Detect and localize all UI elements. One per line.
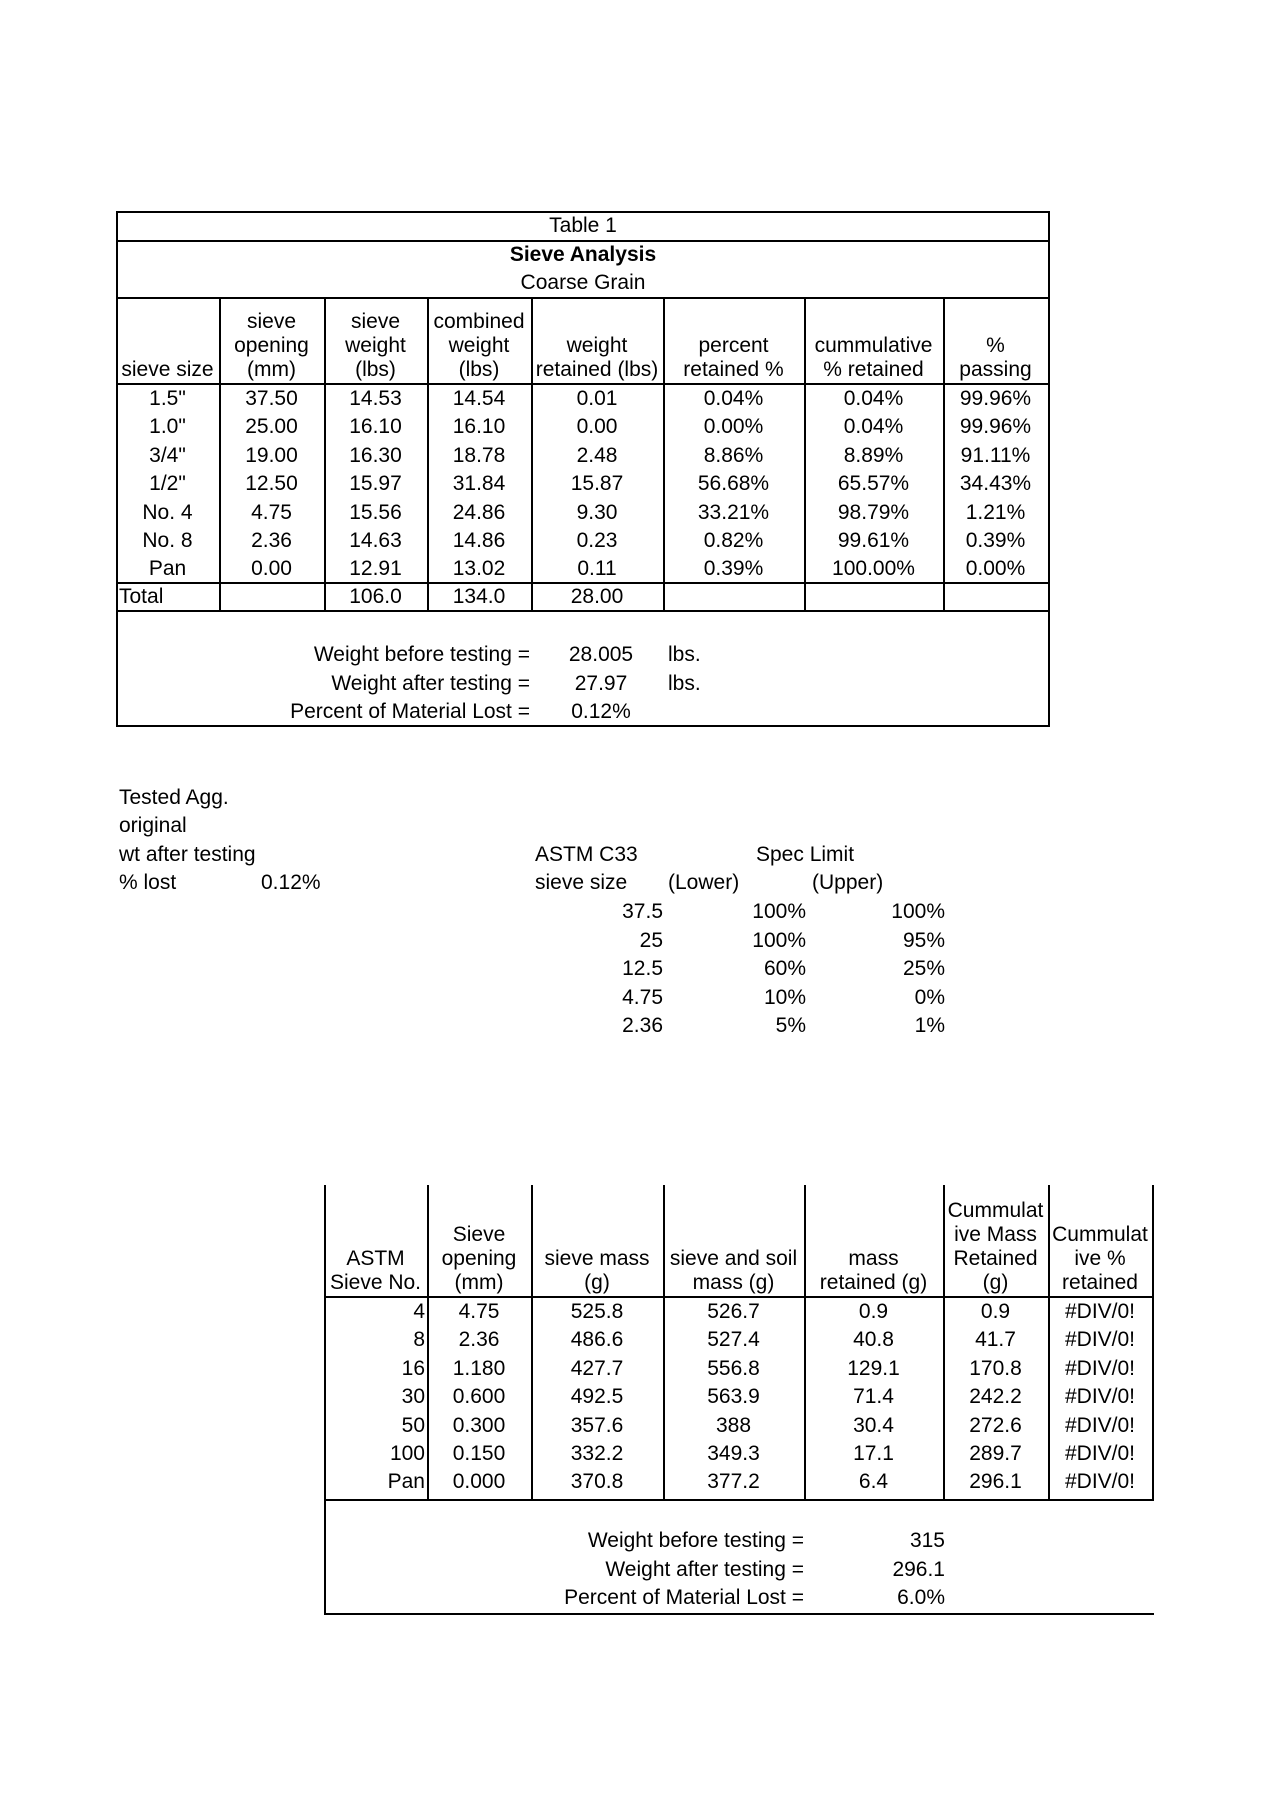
table1-cell: No. 4 — [142, 500, 193, 524]
table2-cell: 563.9 — [707, 1385, 760, 1409]
table2-cell: 17.1 — [853, 1442, 894, 1465]
table2-cell: #DIV/0! — [1064, 1413, 1136, 1437]
table1-cell: 1/2" — [149, 472, 186, 496]
table2-cell: 6.4 — [858, 1470, 889, 1494]
table1-total-cell: Total — [119, 585, 164, 608]
table1-cell: 99.96% — [959, 415, 1032, 439]
spec-cell: 60% — [763, 957, 806, 980]
table2-cell: 0.600 — [452, 1385, 506, 1409]
table2-summary-label: Percent of Material Lost = — [564, 1586, 804, 1609]
table2-cell: 388 — [715, 1413, 752, 1437]
table2-cell: 2.36 — [458, 1328, 500, 1352]
table1-summary-unit: lbs. — [668, 643, 701, 666]
table2-cell: 71.4 — [853, 1385, 894, 1409]
table2-cell: 377.2 — [707, 1470, 760, 1494]
tested-agg-wt-after: wt after testing — [119, 843, 256, 866]
table2-summary-value: 315 — [909, 1529, 945, 1552]
table1-cell: 8.89% — [843, 443, 904, 467]
table1-cell: 56.68% — [697, 472, 770, 496]
table2-cell: 129.1 — [847, 1356, 900, 1380]
table2-summary-label: Weight after testing = — [605, 1557, 804, 1581]
table1-cell: 0.00% — [965, 557, 1026, 581]
table2-body-rule — [324, 1499, 1154, 1501]
table2-cell: 0.300 — [452, 1413, 506, 1437]
table1-header-cell: % — [986, 334, 1005, 357]
spec-cell: 1% — [914, 1014, 945, 1037]
table2-cell: 427.7 — [570, 1356, 624, 1380]
table2-cell: #DIV/0! — [1064, 1470, 1136, 1494]
table1-cell: 0.04% — [703, 387, 764, 410]
table1-cell: 34.43% — [959, 472, 1032, 496]
spec-astm-label: ASTM C33 — [535, 843, 638, 866]
table1-header-cell: (mm) — [247, 358, 296, 381]
table1-cell: 14.86 — [452, 529, 506, 552]
table1-header-cell: opening — [234, 334, 309, 357]
table1-summary-label: Weight before testing = — [313, 643, 530, 666]
spec-cell: 2.36 — [622, 1014, 663, 1037]
table2-header-cell: opening — [441, 1247, 517, 1270]
table1-summary-value: 0.12% — [571, 700, 631, 723]
table2-cell: 492.5 — [570, 1385, 624, 1409]
table2-cell: 357.6 — [570, 1413, 624, 1437]
table2-cell: 525.8 — [570, 1300, 624, 1323]
table1-cell: 99.96% — [959, 387, 1032, 410]
table1-cell: 0.00 — [251, 557, 292, 581]
table2-cell: 556.8 — [707, 1356, 760, 1380]
table1-cell: 2.48 — [576, 443, 618, 467]
table2-border-right — [1152, 1185, 1154, 1501]
spec-cell: 4.75 — [622, 985, 663, 1009]
table2-header-cell: Cummulat — [1052, 1223, 1148, 1246]
table2-cell: 30.4 — [853, 1413, 894, 1437]
table1-summary-value: 27.97 — [574, 671, 628, 695]
table1-cell: 13.02 — [452, 557, 506, 581]
table1-cell: 16.30 — [349, 443, 402, 467]
table1-header-cell: weight — [448, 334, 510, 357]
spec-cell: 10% — [763, 985, 806, 1009]
table1-header-cell: percent — [698, 334, 769, 357]
spec-cell: 100% — [752, 900, 806, 923]
table2-cell: #DIV/0! — [1064, 1328, 1136, 1352]
table1-cell: 24.86 — [452, 500, 506, 524]
table1-header-cell: sieve — [246, 310, 297, 333]
table1-header-cell: sieve size — [121, 358, 214, 381]
table2-header-cell: (mm) — [454, 1271, 504, 1294]
table2-cell: 0.150 — [452, 1442, 506, 1465]
table2-cell: #DIV/0! — [1064, 1385, 1136, 1409]
table1-cell: 3/4" — [149, 443, 186, 467]
table2-header-cell: (g) — [982, 1271, 1009, 1294]
table1-cell: 14.63 — [349, 529, 402, 552]
table1-cell: 16.10 — [349, 415, 402, 439]
table1-cell: Pan — [148, 557, 187, 581]
tested-agg-pct-lost-label: % lost — [119, 871, 177, 894]
table2-cell: 296.1 — [969, 1470, 1022, 1494]
table1-cell: 18.78 — [452, 443, 506, 467]
table1-cell: 0.39% — [703, 557, 764, 581]
spec-limit-label: Spec Limit — [756, 843, 855, 866]
spec-cell: 25% — [902, 957, 945, 980]
spec-cell: 0% — [914, 985, 945, 1009]
table2-cell: #DIV/0! — [1064, 1442, 1136, 1465]
table1-cell: 0.04% — [843, 387, 904, 410]
table1-cell: 98.79% — [837, 500, 910, 524]
table2-header-cell: Sieve — [452, 1223, 506, 1246]
table2-cell: 8 — [413, 1328, 425, 1352]
table1-cell: 19.00 — [245, 443, 298, 467]
table2-cell: 40.8 — [853, 1328, 894, 1352]
table2-cell: 170.8 — [969, 1356, 1022, 1380]
table2-cell: 4 — [413, 1300, 425, 1323]
table1-header-cell: retained % — [683, 358, 784, 381]
spec-lower-label: (Lower) — [668, 871, 740, 894]
table2-cell: 4.75 — [458, 1300, 500, 1323]
table2-cell: #DIV/0! — [1064, 1356, 1136, 1380]
table1-cell: 0.82% — [703, 529, 764, 552]
table2-cell: 332.2 — [570, 1442, 624, 1465]
spec-cell: 37.5 — [622, 900, 663, 923]
table2-header-cell: sieve mass — [544, 1247, 650, 1270]
table1-cell: 0.39% — [965, 529, 1026, 552]
table2-cell: #DIV/0! — [1064, 1300, 1136, 1323]
table1-cell: 15.87 — [570, 472, 624, 496]
spec-cell: 100% — [752, 928, 806, 952]
table2-header-cell: retained — [1062, 1271, 1138, 1294]
table2-header-cell: ASTM — [346, 1247, 405, 1270]
table1-cell: No. 8 — [142, 529, 193, 552]
table1-cell: 16.10 — [452, 415, 506, 439]
table1-cell: 37.50 — [245, 387, 298, 410]
table1-header-cell: weight — [345, 334, 406, 357]
table2-cell: 527.4 — [707, 1328, 760, 1352]
table2-cell: 16 — [401, 1356, 425, 1380]
table2-header-cell: sieve and soil — [669, 1247, 798, 1270]
tested-agg-pct-lost-value: 0.12% — [261, 871, 321, 894]
table1-subtitle: Coarse Grain — [520, 271, 646, 294]
table1-cell: 0.11 — [577, 557, 617, 581]
table2-cell: 349.3 — [707, 1442, 760, 1465]
table2-header-cell: ive % — [1074, 1247, 1126, 1270]
table1-title: Sieve Analysis — [509, 243, 657, 266]
table2-cell: 0.000 — [452, 1470, 506, 1494]
table2-cell: 526.7 — [707, 1300, 760, 1323]
table2-cell: 486.6 — [570, 1328, 624, 1352]
table1-cell: 0.00 — [576, 415, 618, 439]
table2-summary-label: Weight before testing = — [587, 1529, 804, 1552]
tested-agg-title: Tested Agg. — [119, 786, 229, 809]
table2-cell: 30 — [401, 1385, 425, 1409]
table1-header-cell: % retained — [823, 358, 924, 381]
table1-cell: 0.23 — [576, 529, 618, 552]
table1-header-cell: weight — [566, 334, 628, 357]
table1-summary-label: Percent of Material Lost = — [290, 700, 530, 723]
table2-summary-value: 296.1 — [892, 1557, 945, 1581]
table1-header-cell: sieve — [350, 310, 401, 333]
table1-cell: 0.00% — [703, 415, 764, 439]
table1-header-cell: combined — [433, 310, 525, 333]
table1-cell: 14.53 — [349, 387, 402, 410]
table1-header-cell: passing — [959, 358, 1032, 381]
table2-summary-value: 6.0% — [897, 1586, 945, 1609]
table1-cell: 1.0" — [149, 415, 186, 439]
table1-summary-value: 28.005 — [568, 643, 634, 666]
table1-total-cell: 106.0 — [349, 585, 402, 608]
table1-cell: 99.61% — [837, 529, 910, 552]
table1-cell: 12.91 — [349, 557, 402, 581]
table2-header-cell: Sieve No. — [329, 1271, 422, 1294]
table1-caption: Table 1 — [549, 214, 617, 237]
table1-cell: 8.86% — [703, 443, 764, 467]
table1-cell: 14.54 — [452, 387, 506, 410]
table1-header-cell: retained (lbs) — [535, 358, 659, 381]
table1-rule — [116, 297, 1050, 299]
table2-cell: Pan — [387, 1470, 425, 1494]
table1-cell: 1.5" — [149, 387, 186, 410]
spec-cell: 95% — [902, 928, 945, 952]
table2-header-cell: Cummulat — [947, 1199, 1044, 1222]
table1-cell: 1.21% — [965, 500, 1026, 524]
table2-cell: 41.7 — [975, 1328, 1016, 1352]
table2-cell: 242.2 — [969, 1385, 1022, 1409]
table2-cell: 50 — [401, 1413, 425, 1437]
table2-cell: 370.8 — [570, 1470, 624, 1494]
table1-cell: 0.04% — [843, 415, 904, 439]
table1-cell: 100.00% — [832, 557, 915, 581]
spec-cell: 25 — [639, 928, 663, 952]
table2-header-cell: ive Mass — [954, 1223, 1037, 1246]
table1-cell: 0.01 — [576, 387, 618, 410]
table2-header-cell: mass — [848, 1247, 899, 1270]
spec-cell: 100% — [891, 900, 945, 923]
table2-cell: 0.9 — [858, 1300, 889, 1323]
table1-cell: 25.00 — [245, 415, 298, 439]
tested-agg-original: original — [119, 814, 187, 837]
table2-header-cell: mass (g) — [692, 1271, 775, 1294]
table1-total-cell: 134.0 — [452, 585, 506, 608]
table2-cell: 0.9 — [980, 1300, 1011, 1323]
table1-cell: 4.75 — [251, 500, 292, 524]
table1-summary-label: Weight after testing = — [331, 671, 530, 695]
table1-cell: 15.97 — [349, 472, 402, 496]
table2-cell: 100 — [389, 1442, 425, 1465]
table2-header-cell: Retained — [953, 1247, 1038, 1270]
table2-border-bottom — [324, 1613, 1154, 1615]
table1-header-cell: (lbs) — [458, 358, 500, 381]
table1-cell: 2.36 — [251, 529, 292, 552]
table1-cell: 9.30 — [576, 500, 618, 524]
spec-upper-label: (Upper) — [812, 871, 884, 894]
table2-header-cell: (g) — [584, 1271, 610, 1294]
table1-cell: 31.84 — [452, 472, 506, 496]
spec-cell: 5% — [775, 1014, 806, 1037]
spec-sieve-size-label: sieve size — [535, 871, 628, 894]
table2-cell: 272.6 — [969, 1413, 1022, 1437]
table2-cell: 289.7 — [969, 1442, 1022, 1465]
table1-summary-unit: lbs. — [668, 671, 701, 695]
table1-header-cell: (lbs) — [355, 358, 396, 381]
table1-cell: 91.11% — [960, 443, 1031, 467]
table2-cell: 1.180 — [452, 1356, 506, 1380]
table1-cell: 12.50 — [245, 472, 298, 496]
table1-cell: 15.56 — [349, 500, 402, 524]
spec-cell: 12.5 — [622, 957, 663, 980]
table1-header-cell: cummulative — [814, 334, 933, 357]
table2-header-cell: retained (g) — [819, 1271, 928, 1294]
table1-total-cell: 28.00 — [570, 585, 624, 608]
table1-cell: 65.57% — [837, 472, 910, 496]
table1-cell: 33.21% — [697, 500, 770, 524]
